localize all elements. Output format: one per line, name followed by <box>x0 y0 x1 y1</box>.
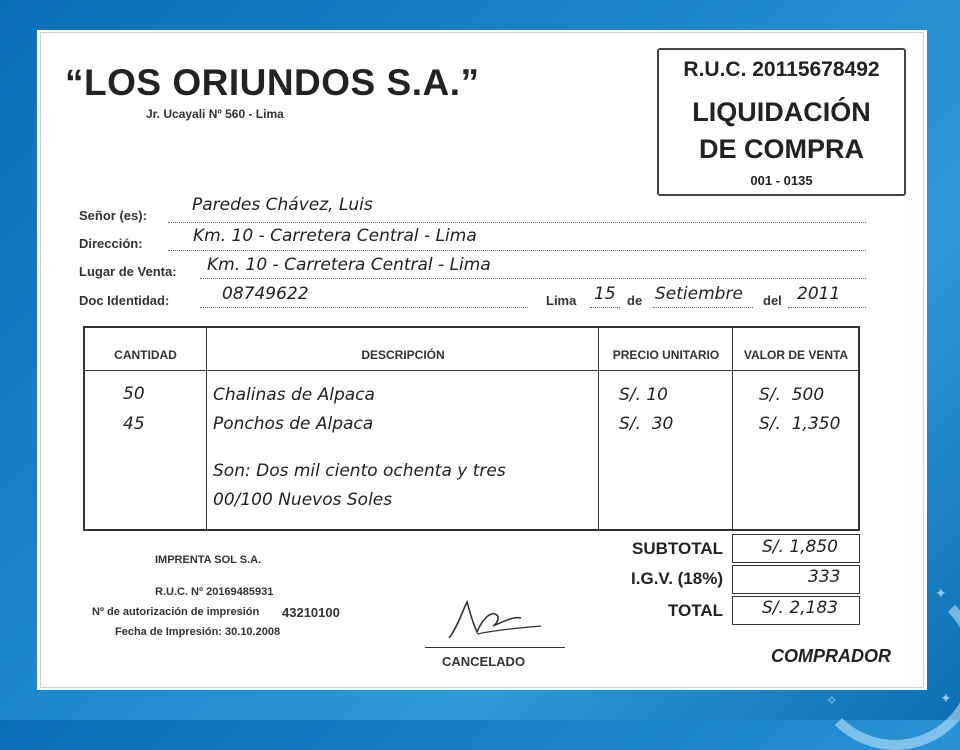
row-2-value: S/. 1,350 <box>759 414 841 434</box>
year-value: 2011 <box>797 284 841 304</box>
star-icon: ✧ <box>826 692 838 708</box>
row-1-desc: Chalinas de Alpaca <box>213 385 375 405</box>
column-divider <box>732 326 733 531</box>
column-header-precio: PRECIO UNITARIO <box>612 348 720 362</box>
cancelado-label: CANCELADO <box>442 654 526 669</box>
igv-box <box>732 565 860 594</box>
senor-label: Señor (es): <box>79 208 147 223</box>
amount-in-words-line-2: 00/100 Nuevos Soles <box>213 490 393 510</box>
printer-date: Fecha de Impresión: 30.10.2008 <box>115 626 281 638</box>
year-line <box>788 307 866 308</box>
de-label: de <box>627 293 643 308</box>
column-divider <box>206 326 207 531</box>
row-2-price: S/. 30 <box>619 414 674 434</box>
star-icon: ✦ <box>935 585 947 601</box>
day-line <box>590 307 620 308</box>
printer-name: IMPRENTA SOL S.A. <box>155 554 262 566</box>
lugar-value: Km. 10 - Carretera Central - Lima <box>207 255 491 275</box>
signature <box>437 598 547 643</box>
printer-auth-number: 43210100 <box>282 605 340 620</box>
amount-in-words-line-1: Son: Dos mil ciento ochenta y tres <box>213 461 506 481</box>
printer-auth-label: Nº de autorización de impresión <box>92 606 260 618</box>
row-1-value: S/. 500 <box>759 385 825 405</box>
senor-value: Paredes Chávez, Luis <box>192 195 373 215</box>
doc-number: 001 - 0135 <box>750 173 813 188</box>
printer-ruc: R.U.C. Nº 20169485931 <box>155 586 274 598</box>
direccion-label: Dirección: <box>79 236 143 251</box>
row-2-qty: 45 <box>123 414 145 434</box>
lugar-label: Lugar de Venta: <box>79 264 177 279</box>
column-header-cantidad: CANTIDAD <box>114 348 177 362</box>
signature-line <box>425 647 565 648</box>
row-1-price: S/. 10 <box>619 385 668 405</box>
del-label: del <box>763 293 782 308</box>
senor-line <box>168 222 866 223</box>
lugar-line <box>200 278 866 279</box>
direccion-value: Km. 10 - Carretera Central - Lima <box>193 226 477 246</box>
column-header-valor: VALOR DE VENTA <box>743 348 849 362</box>
month-value: Setiembre <box>655 284 743 304</box>
row-2-desc: Ponchos de Alpaca <box>213 414 374 434</box>
column-header-descripcion: DESCRIPCIÓN <box>361 348 445 362</box>
row-1-qty: 50 <box>123 384 145 404</box>
column-divider <box>598 326 599 531</box>
total-label: TOTAL <box>667 601 723 620</box>
direccion-line <box>168 250 866 251</box>
ruc-number: R.U.C. 20115678492 <box>683 58 880 81</box>
star-icon: ✦ <box>940 690 952 706</box>
company-address: Jr. Ucayali Nº 560 - Lima <box>146 107 284 121</box>
table-header-divider <box>83 370 860 371</box>
doc-identidad-line <box>200 307 528 308</box>
doc-title-line-1: LIQUIDACIÓN <box>692 97 871 127</box>
company-name: “LOS ORIUNDOS S.A.” <box>65 62 480 103</box>
ruc-box <box>657 48 906 196</box>
city-label: Lima <box>546 293 577 308</box>
igv-label: I.G.V. (18%) <box>631 569 723 588</box>
comprador-label: COMPRADOR <box>771 646 891 666</box>
subtotal-label: SUBTOTAL <box>632 539 723 558</box>
purchase-liquidation-document <box>37 30 927 690</box>
igv-value: 333 <box>808 567 841 587</box>
doc-title-line-2: DE COMPRA <box>698 134 864 164</box>
month-line <box>653 307 753 308</box>
doc-identidad-value: 08749622 <box>222 284 309 304</box>
total-value: S/. 2,183 <box>762 598 838 618</box>
doc-identidad-label: Doc Identidad: <box>79 293 170 308</box>
subtotal-value: S/. 1,850 <box>762 537 838 557</box>
day-value: 15 <box>594 284 616 304</box>
